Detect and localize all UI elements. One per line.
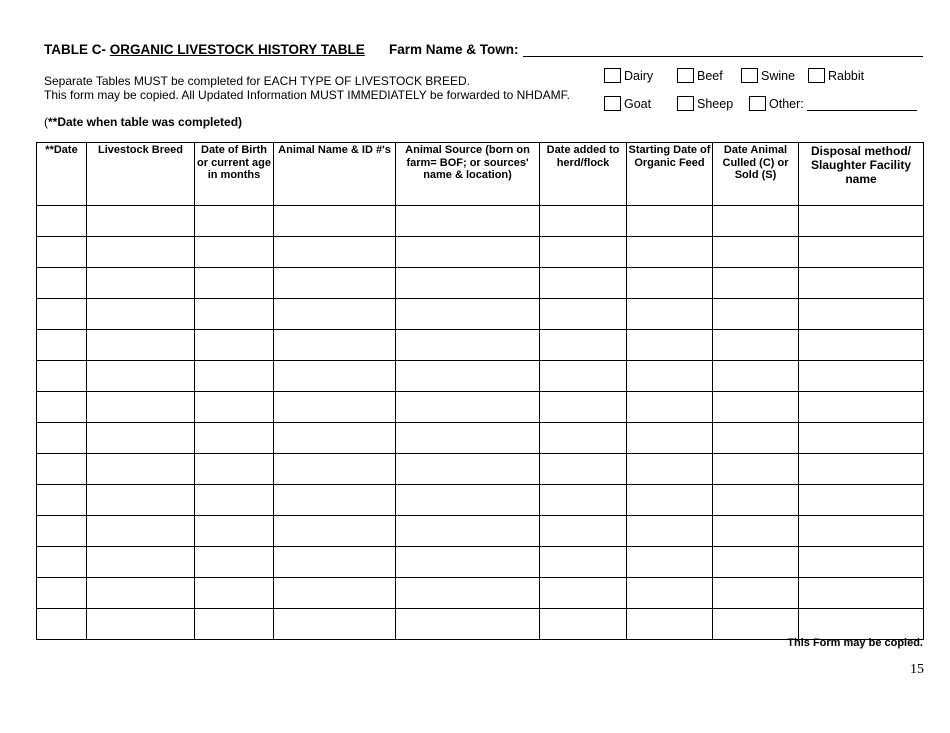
table-cell[interactable]	[195, 578, 274, 609]
table-cell[interactable]	[37, 609, 87, 640]
table-cell[interactable]	[713, 206, 799, 237]
table-cell[interactable]	[396, 268, 540, 299]
checkbox-rabbit[interactable]	[808, 68, 864, 83]
checkbox-box[interactable]	[604, 96, 621, 111]
table-cell[interactable]	[37, 516, 87, 547]
page-number: 15	[910, 662, 924, 677]
table-cell[interactable]	[37, 485, 87, 516]
table-cell[interactable]	[540, 578, 627, 609]
column-header: Animal Source (born on farm= BOF; or sources' name & location)	[396, 143, 540, 206]
table-cell[interactable]	[274, 206, 396, 237]
table-row	[37, 423, 924, 454]
table-cell[interactable]	[713, 578, 799, 609]
table-cell[interactable]	[540, 609, 627, 640]
instruction-line-2: This form may be copied. All Updated Information MUST IMMEDIATELY be forwarded to NHDAMF.	[44, 88, 570, 102]
table-cell[interactable]	[799, 361, 924, 392]
table-cell[interactable]	[540, 268, 627, 299]
table-row	[37, 454, 924, 485]
table-cell[interactable]	[799, 299, 924, 330]
table-cell[interactable]	[87, 578, 195, 609]
table-cell[interactable]	[195, 454, 274, 485]
table-cell[interactable]	[627, 516, 713, 547]
table-cell[interactable]	[274, 392, 396, 423]
checkbox-label: Other:	[769, 97, 804, 111]
table-cell[interactable]	[274, 330, 396, 361]
table-cell[interactable]	[195, 609, 274, 640]
table-cell[interactable]	[37, 547, 87, 578]
table-cell[interactable]	[799, 516, 924, 547]
form-title-prefix: TABLE C-	[44, 42, 110, 57]
table-cell[interactable]	[87, 237, 195, 268]
table-cell[interactable]	[87, 454, 195, 485]
table-cell[interactable]	[540, 392, 627, 423]
table-cell[interactable]	[37, 392, 87, 423]
table-cell[interactable]	[799, 485, 924, 516]
table-row	[37, 206, 924, 237]
table-cell[interactable]	[274, 578, 396, 609]
table-cell[interactable]	[274, 423, 396, 454]
checkbox-other[interactable]	[749, 96, 917, 111]
table-cell[interactable]	[396, 206, 540, 237]
checkbox-label: Rabbit	[828, 69, 865, 83]
table-cell[interactable]	[799, 578, 924, 609]
checkbox-box[interactable]	[808, 68, 825, 83]
table-cell[interactable]	[37, 268, 87, 299]
table-cell[interactable]	[195, 392, 274, 423]
checkbox-label: Dairy	[624, 69, 654, 83]
table-cell[interactable]	[87, 423, 195, 454]
table-cell[interactable]	[274, 516, 396, 547]
checkbox-sheep[interactable]	[677, 96, 733, 111]
table-cell[interactable]	[799, 268, 924, 299]
table-cell[interactable]	[540, 330, 627, 361]
column-header: Date of Birth or current age in months	[195, 143, 274, 206]
table-cell[interactable]	[799, 392, 924, 423]
table-cell[interactable]	[87, 485, 195, 516]
table-cell[interactable]	[627, 392, 713, 423]
table-cell[interactable]	[713, 330, 799, 361]
table-cell[interactable]	[274, 299, 396, 330]
table-cell[interactable]	[396, 299, 540, 330]
table-row	[37, 330, 924, 361]
date-note	[44, 115, 242, 129]
table-cell[interactable]	[274, 547, 396, 578]
table-cell[interactable]	[396, 454, 540, 485]
table-cell[interactable]	[396, 237, 540, 268]
checkbox-box[interactable]	[677, 68, 694, 83]
table-cell[interactable]	[713, 423, 799, 454]
table-cell[interactable]	[627, 268, 713, 299]
table-cell[interactable]	[274, 485, 396, 516]
instruction-line-1: Separate Tables MUST be completed for EACH TYPE OF LIVESTOCK BREED.	[44, 74, 470, 88]
table-cell[interactable]	[37, 423, 87, 454]
footer-note: This Form may be copied.	[787, 637, 923, 649]
column-header: Date Animal Culled (C) or Sold (S)	[713, 143, 799, 206]
table-cell[interactable]	[87, 609, 195, 640]
checkbox-box[interactable]	[749, 96, 766, 111]
checkbox-label: Sheep	[697, 97, 734, 111]
table-cell[interactable]	[540, 423, 627, 454]
other-text-field[interactable]	[807, 99, 917, 111]
column-header: Date added to herd/flock	[540, 143, 627, 206]
table-cell[interactable]	[37, 237, 87, 268]
table-cell[interactable]	[540, 206, 627, 237]
table-row	[37, 361, 924, 392]
table-cell[interactable]	[396, 423, 540, 454]
table-cell[interactable]	[87, 206, 195, 237]
checkbox-label: Goat	[624, 97, 652, 111]
table-cell[interactable]	[37, 454, 87, 485]
table-cell[interactable]	[195, 516, 274, 547]
table-cell[interactable]	[627, 206, 713, 237]
table-row	[37, 237, 924, 268]
checkbox-swine[interactable]	[741, 68, 795, 83]
table-cell[interactable]	[540, 237, 627, 268]
table-cell[interactable]	[396, 485, 540, 516]
table-cell[interactable]	[713, 516, 799, 547]
column-header: Starting Date of Organic Feed	[627, 143, 713, 206]
table-cell[interactable]	[713, 268, 799, 299]
table-cell[interactable]	[540, 516, 627, 547]
table-row	[37, 392, 924, 423]
table-cell[interactable]	[713, 547, 799, 578]
table-cell[interactable]	[274, 361, 396, 392]
table-cell[interactable]	[396, 361, 540, 392]
checkbox-box[interactable]	[604, 68, 621, 83]
table-cell[interactable]	[627, 237, 713, 268]
table-row	[37, 516, 924, 547]
table-cell[interactable]	[37, 299, 87, 330]
table-row	[37, 609, 924, 640]
column-header: Animal Name & ID #'s	[274, 143, 396, 206]
table-row	[37, 268, 924, 299]
table-cell[interactable]	[87, 516, 195, 547]
table-cell[interactable]	[87, 392, 195, 423]
table-cell[interactable]	[713, 609, 799, 640]
table-cell[interactable]	[713, 485, 799, 516]
table-cell[interactable]	[627, 299, 713, 330]
table-cell[interactable]	[627, 547, 713, 578]
checkbox-label: Beef	[697, 69, 723, 83]
table-cell[interactable]	[627, 485, 713, 516]
table-cell[interactable]	[37, 330, 87, 361]
date-note-prefix: (	[44, 115, 48, 129]
table-cell[interactable]	[540, 454, 627, 485]
table-cell[interactable]	[799, 609, 924, 640]
table-cell[interactable]	[87, 361, 195, 392]
table-row	[37, 485, 924, 516]
table-row	[37, 547, 924, 578]
table-cell[interactable]	[713, 361, 799, 392]
table-cell[interactable]	[195, 299, 274, 330]
livestock-history-table	[36, 142, 924, 640]
table-cell[interactable]	[37, 361, 87, 392]
table-cell[interactable]	[396, 578, 540, 609]
table-cell[interactable]	[396, 609, 540, 640]
table-cell[interactable]	[195, 485, 274, 516]
table-cell[interactable]	[799, 454, 924, 485]
table-cell[interactable]	[274, 268, 396, 299]
table-cell[interactable]	[37, 206, 87, 237]
checkbox-dairy[interactable]	[604, 68, 653, 83]
table-cell[interactable]	[627, 423, 713, 454]
table-cell[interactable]	[274, 454, 396, 485]
table-cell[interactable]	[627, 578, 713, 609]
table-cell[interactable]	[87, 330, 195, 361]
table-cell[interactable]	[87, 268, 195, 299]
farm-name-field[interactable]	[523, 56, 923, 57]
checkbox-box[interactable]	[741, 68, 758, 83]
table-cell[interactable]	[87, 547, 195, 578]
table-cell[interactable]	[540, 547, 627, 578]
date-note-text: **Date when table was completed)	[48, 115, 243, 129]
table-header-row	[37, 143, 924, 206]
table-cell[interactable]	[37, 578, 87, 609]
table-cell[interactable]	[799, 330, 924, 361]
table-cell[interactable]	[713, 299, 799, 330]
table-cell[interactable]	[195, 547, 274, 578]
table-cell[interactable]	[627, 330, 713, 361]
form-title-main: ORGANIC LIVESTOCK HISTORY TABLE	[109, 42, 365, 57]
checkbox-goat[interactable]	[604, 96, 651, 111]
table-cell[interactable]	[799, 547, 924, 578]
table-cell[interactable]	[396, 516, 540, 547]
table-cell[interactable]	[540, 485, 627, 516]
checkbox-box[interactable]	[677, 96, 694, 111]
checkbox-beef[interactable]	[677, 68, 723, 83]
table-cell[interactable]	[396, 392, 540, 423]
table-cell[interactable]	[799, 237, 924, 268]
table-cell[interactable]	[274, 609, 396, 640]
checkbox-label: Swine	[761, 69, 796, 83]
table-cell[interactable]	[195, 206, 274, 237]
table-cell[interactable]	[799, 206, 924, 237]
table-cell[interactable]	[627, 454, 713, 485]
table-cell[interactable]	[713, 392, 799, 423]
table-cell[interactable]	[195, 361, 274, 392]
table-body	[37, 206, 924, 640]
farm-name-label: Farm Name & Town:	[389, 42, 519, 57]
table-cell[interactable]	[713, 237, 799, 268]
table-cell[interactable]	[274, 237, 396, 268]
table-cell[interactable]	[627, 609, 713, 640]
table-cell[interactable]	[627, 361, 713, 392]
table-cell[interactable]	[396, 547, 540, 578]
table-cell[interactable]	[713, 454, 799, 485]
table-row	[37, 578, 924, 609]
table-cell[interactable]	[195, 423, 274, 454]
table-cell[interactable]	[195, 330, 274, 361]
table-cell[interactable]	[799, 423, 924, 454]
table-cell[interactable]	[396, 330, 540, 361]
table-cell[interactable]	[195, 237, 274, 268]
form-title	[44, 42, 365, 57]
column-header: **Date	[37, 143, 87, 206]
table-cell[interactable]	[540, 299, 627, 330]
column-header: Livestock Breed	[87, 143, 195, 206]
table-cell[interactable]	[87, 299, 195, 330]
table-row	[37, 299, 924, 330]
column-header: Disposal method/ Slaughter Facility name	[799, 143, 924, 206]
table-cell[interactable]	[195, 268, 274, 299]
table-cell[interactable]	[540, 361, 627, 392]
